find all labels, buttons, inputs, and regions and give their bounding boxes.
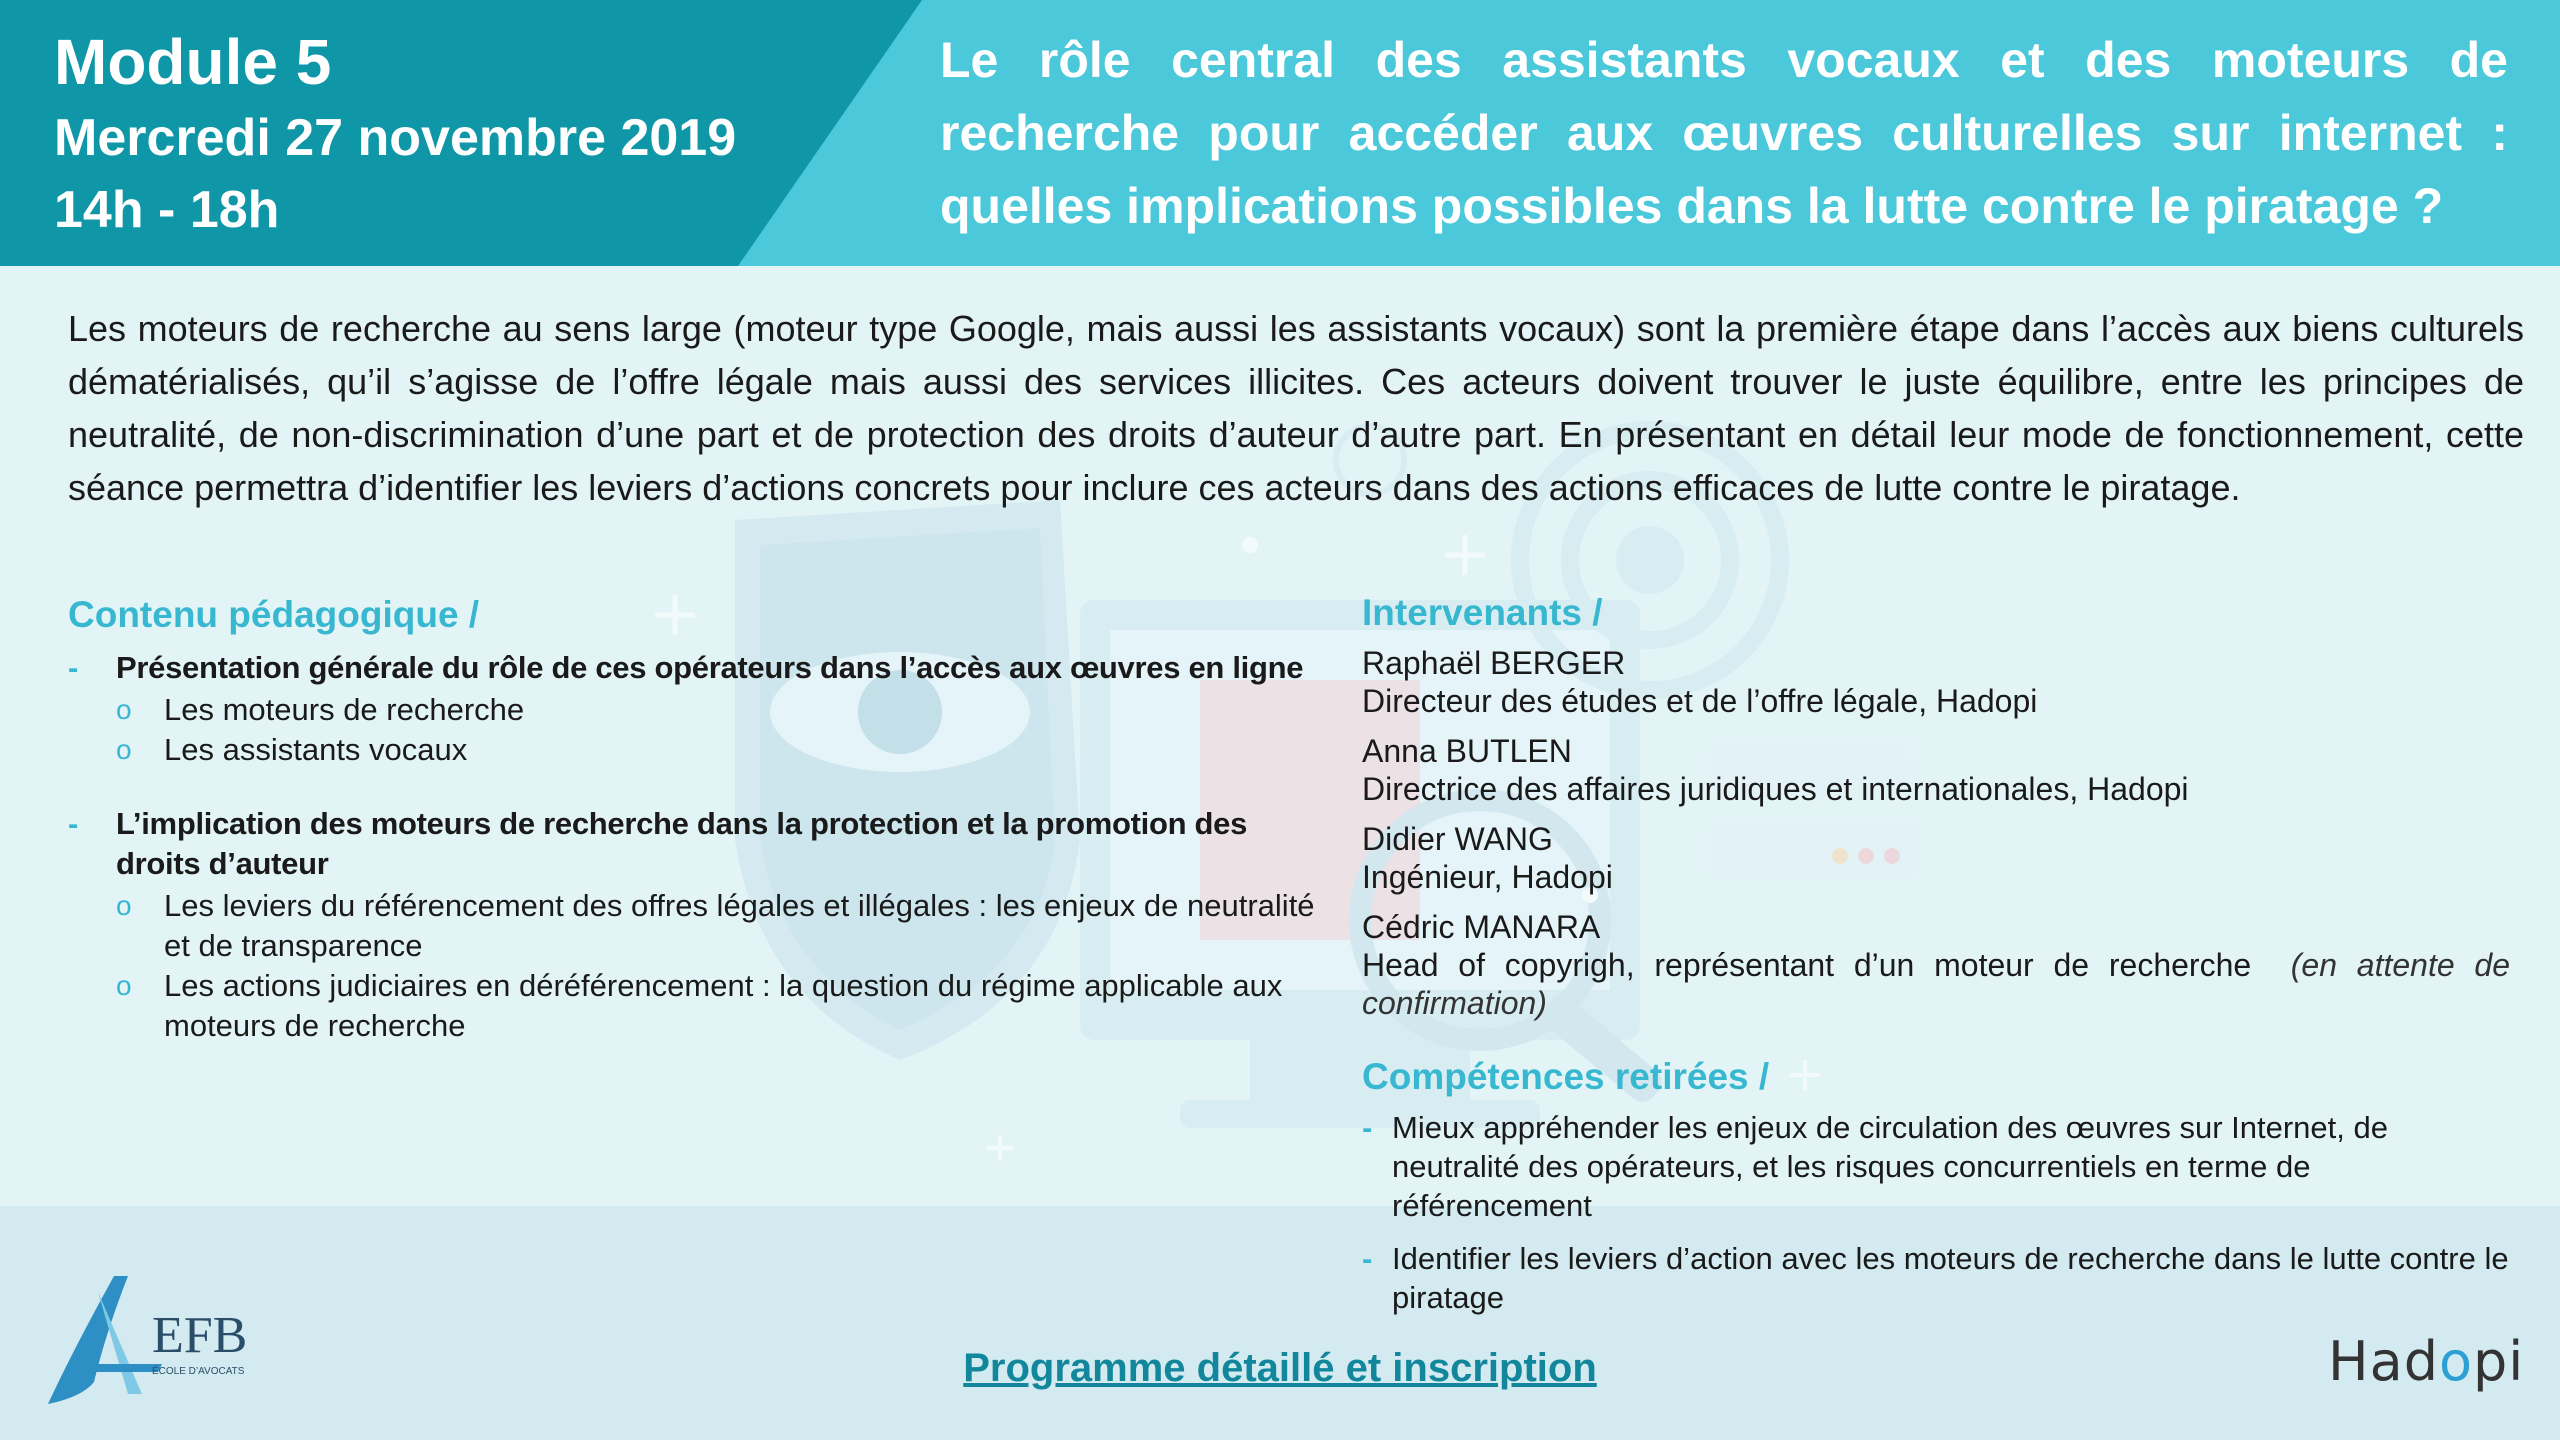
hadopi-logo-part: pi (2473, 1330, 2525, 1393)
sub-list (116, 886, 1328, 1046)
speaker (1362, 820, 2510, 896)
sub-list (116, 690, 1328, 770)
competences-heading: Compétences retirées / (1362, 1056, 1770, 1097)
speaker-role-note-end: confirmation) (1362, 985, 1547, 1021)
speaker-role: Directeur des études et de l’offre légale, Hadopi (1362, 683, 2038, 719)
list-item (68, 648, 1328, 770)
speaker-name: Cédric MANARA (1362, 909, 1601, 945)
module-number: Module 5 (54, 26, 332, 98)
efb-logo-text: EFB (152, 1307, 248, 1364)
programme-link[interactable]: Programme détaillé et inscription (963, 1346, 1597, 1390)
speaker (1362, 908, 2510, 1022)
module-time: 14h - 18h (54, 181, 280, 239)
speaker-role (1362, 946, 2510, 984)
circle-bullet-icon: o (116, 890, 132, 921)
speaker-role: Ingénieur, Hadopi (1362, 859, 1613, 895)
list-item-title: Présentation générale du rôle de ces opérateurs dans l’accès aux œuvres en ligne (116, 650, 1304, 685)
speakers-list (1362, 644, 2510, 1034)
sub-item (116, 886, 1328, 966)
sub-item (116, 690, 1328, 730)
list-item-title: L’implication des moteurs de recherche dans la protection et la promotion des droits d’auteur (116, 806, 1248, 881)
speaker-name: Didier WANG (1362, 821, 1553, 857)
hadopi-logo-o: o (2438, 1330, 2474, 1393)
circle-bullet-icon: o (116, 970, 132, 1001)
speaker-role: Directrice des affaires juridiques et internationales, Hadopi (1362, 771, 2189, 807)
sub-item-text: Les leviers du référencement des offres légales et illégales : les enjeux de neutralité et de transparence (164, 888, 1315, 963)
efb-logo-subtext: ÉCOLE D’AVOCATS (152, 1366, 245, 1377)
sub-item (116, 966, 1328, 1046)
skill-text: Identifier les leviers d’action avec les moteurs de recherche dans le lutte contre le piratage (1392, 1241, 2509, 1315)
speaker-name: Raphaël BERGER (1362, 645, 1626, 681)
sub-item-text: Les actions judiciaires en déréférencement : la question du régime applicable aux moteurs de recherche (164, 968, 1283, 1043)
circle-bullet-icon: o (116, 694, 132, 725)
hadopi-logo (2328, 1330, 2524, 1393)
intro-paragraph: Les moteurs de recherche au sens large (moteur type Google, mais aussi les assistants vocaux) sont la première étape dans l’accès aux biens culturels dématérialisés, qu’il s’agisse de l’offre légale mais aussi des services illicites. Ces acteurs doivent trouver le juste équilibre, entre les principes de neutralité, de non-discrimination d’une part et de protection des droits d’auteur d’autre part. En présentant en détail leur mode de fonctionnement, cette séance permettra d’identifier les leviers d’actions concrets pour inclure ces acteurs dans des actions efficaces de lutte contre le piratage. (68, 308, 2524, 508)
list-item (1362, 1239, 2512, 1317)
speaker (1362, 644, 2510, 720)
dash-marker: - (1362, 1241, 1373, 1276)
sub-item-text: Les moteurs de recherche (164, 692, 525, 727)
speaker-name: Anna BUTLEN (1362, 733, 1572, 769)
page-title: Le rôle central des assistants vocaux et des moteurs de recherche pour accéder aux œuvres culturelles sur internet : quelles implications possibles dans la lutte contre le piratage ? (940, 32, 2508, 234)
contenu-list (68, 648, 1328, 1046)
dash-marker: - (1362, 1110, 1373, 1145)
speaker-role-text: Head of copyrigh, représentant d’un moteur de recherche (1362, 947, 2252, 983)
sub-item-text: Les assistants vocaux (164, 732, 468, 767)
sub-item (116, 730, 1328, 770)
intervenants-heading: Intervenants / (1362, 592, 1603, 633)
list-item (1362, 1108, 2512, 1225)
module-info (54, 22, 736, 246)
speaker (1362, 732, 2510, 808)
hadopi-logo-part: Had (2328, 1330, 2439, 1393)
contenu-heading: Contenu pédagogique / (68, 594, 480, 635)
dash-marker: - (68, 806, 79, 841)
competences-list (1362, 1108, 2512, 1331)
module-date: Mercredi 27 novembre 2019 (54, 109, 737, 167)
skill-text: Mieux appréhender les enjeux de circulation des œuvres sur Internet, de neutralité des opérateurs, et les risques concurrentiels en terme de référencement (1392, 1110, 2388, 1223)
dash-marker: - (68, 650, 79, 685)
list-item (68, 804, 1328, 1046)
circle-bullet-icon: o (116, 734, 132, 765)
speaker-role-note: (en attente de (2290, 947, 2511, 983)
